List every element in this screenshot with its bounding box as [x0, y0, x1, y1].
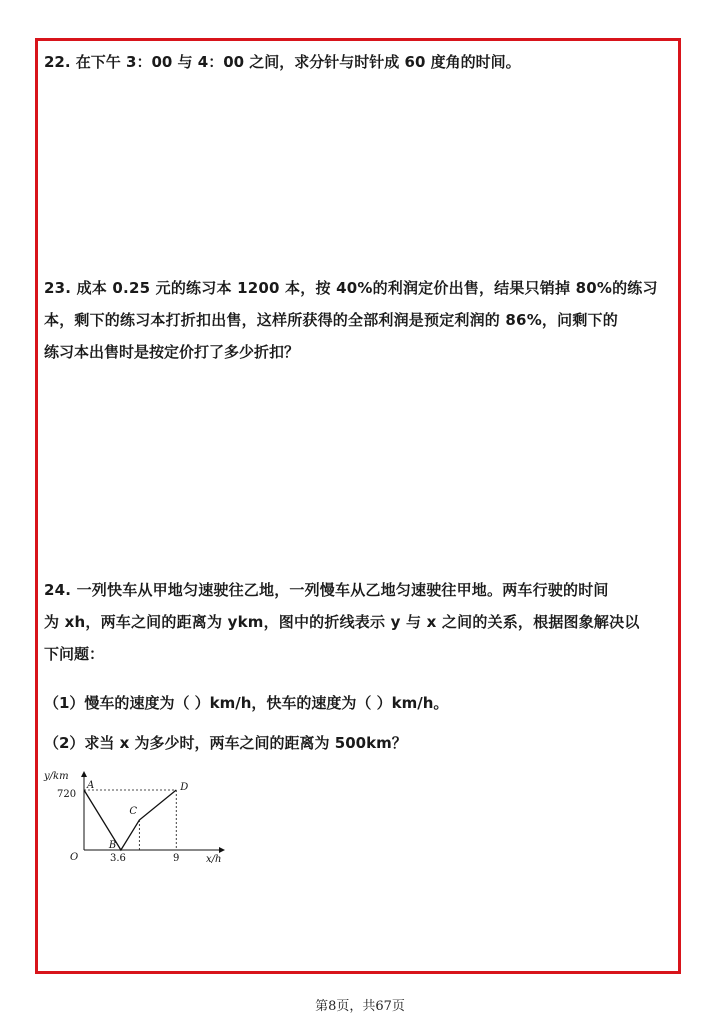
question-22 — [44, 46, 684, 78]
question-24-part-1 — [44, 687, 684, 719]
y-tick-label-720: 720 — [57, 789, 77, 800]
question-23-line-3: 练习本出售时是按定价打了多少折扣？ — [44, 343, 300, 361]
series-line — [84, 790, 176, 850]
question-24-line-3: 下问题： — [44, 645, 105, 663]
question-24 — [44, 574, 684, 670]
question-24-line-2: 为 xh，两车之间的距离为 ykm，图中的折线表示 y 与 x 之间的关系，根据图象解决以 — [44, 613, 640, 631]
question-24-part-2-text: （2）求当 x 为多少时，两车之间的距离为 500km？ — [44, 734, 407, 752]
question-24-part-2 — [44, 727, 684, 759]
question-22-text: 22. 在下午 3：00 与 4：00 之间，求分针与时针成 60 度角的时间。 — [44, 53, 521, 71]
question-23-line-1: 23. 成本 0.25 元的练习本 1200 本，按 40%的利润定价出售，结果只销掉 80%的练习 — [44, 279, 658, 297]
question-23-line-2: 本，剩下的练习本打折扣出售，这样所获得的全部利润是预定利润的 86%，问剩下的 — [44, 311, 618, 329]
point-label-A: A — [87, 780, 95, 792]
distance-time-graph — [42, 766, 242, 866]
x-tick-label-9: 9 — [173, 853, 180, 864]
point-label-D: D — [180, 782, 189, 794]
point-label-B: B — [108, 840, 117, 851]
question-24-part-1-text: （1）慢车的速度为（ ）km/h，快车的速度为（ ）km/h。 — [44, 694, 449, 712]
y-axis-label: y/km — [44, 771, 69, 782]
x-axis-label: x/h — [206, 854, 222, 865]
page-footer: 第8页，共67页 — [315, 999, 405, 1014]
origin-label: O — [70, 852, 79, 863]
question-24-line-1: 24. 一列快车从甲地匀速驶往乙地，一列慢车从乙地匀速驶往甲地。两车行驶的时间 — [44, 581, 609, 599]
point-label-C: C — [129, 806, 138, 818]
x-tick-label-3.6: 3.6 — [110, 853, 126, 864]
question-23 — [44, 272, 684, 368]
